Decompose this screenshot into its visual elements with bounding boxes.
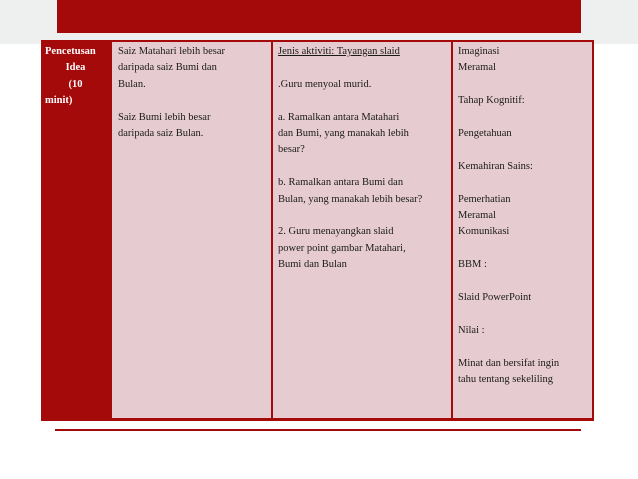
notes-line: tahu tentang sekeliling xyxy=(458,374,554,385)
content-line: Bulan. xyxy=(118,78,146,90)
phase-line: Pencetusan xyxy=(45,46,96,57)
notes-line: Nilai : xyxy=(458,324,485,336)
notes-line: Slaid PowerPoint xyxy=(458,292,532,303)
notes-line: Pengetahuan xyxy=(458,128,512,139)
notes-line xyxy=(458,142,592,158)
notes-line: Komunikasi xyxy=(458,226,510,238)
activity-line xyxy=(278,208,451,224)
content-line: Saiz Matahari lebih besar xyxy=(118,46,225,57)
notes-line: Pemerhatian xyxy=(458,193,511,205)
content-line: Saiz Bumi lebih besar xyxy=(118,111,211,123)
content-line: daripada saiz Bulan. xyxy=(118,128,204,140)
notes-line: BBM : xyxy=(458,259,487,271)
footer-divider xyxy=(55,429,581,431)
phase-line: (10 xyxy=(68,78,83,90)
activity-line: Jenis aktiviti: Tayangan slaid xyxy=(278,46,400,57)
notes-line: Imaginasi xyxy=(458,46,500,57)
notes-line xyxy=(458,339,592,355)
notes-line: Meramal xyxy=(458,210,496,221)
activity-line xyxy=(278,93,451,109)
activity-cell xyxy=(273,42,451,418)
notes-line xyxy=(458,77,592,93)
notes-line xyxy=(458,175,592,191)
activity-line: power point gambar Matahari, xyxy=(278,242,406,254)
phase-line: Idea xyxy=(65,62,86,74)
activity-line: Bumi dan Bulan xyxy=(278,259,347,271)
notes-line: Kemahiran Sains: xyxy=(458,160,533,172)
activity-line: .Guru menyoal murid. xyxy=(278,78,372,90)
title-bar xyxy=(57,0,581,33)
notes-line xyxy=(458,306,592,322)
phase-line: minit) xyxy=(45,95,73,107)
notes-line: Tahap Kognitif: xyxy=(458,95,525,107)
activity-line: a. Ramalkan antara Matahari xyxy=(278,111,400,123)
notes-line xyxy=(458,274,592,290)
activity-line: 2. Guru menayangkan slaid xyxy=(278,226,394,238)
activity-line xyxy=(278,60,451,76)
lesson-table xyxy=(41,40,594,421)
phase-cell xyxy=(42,42,110,418)
notes-line: Meramal xyxy=(458,62,496,74)
content-line xyxy=(118,93,271,109)
activity-line xyxy=(278,159,451,175)
notes-line xyxy=(458,110,592,126)
activity-line: b. Ramalkan antara Bumi dan xyxy=(278,177,404,189)
activity-line: dan Bumi, yang manakah lebih xyxy=(278,128,409,139)
content-line: daripada saiz Bumi dan xyxy=(118,62,217,74)
notes-line: Minat dan bersifat ingin xyxy=(458,357,560,369)
activity-line: Bulan, yang manakah lebih besar? xyxy=(278,193,423,205)
content-cell xyxy=(112,42,271,418)
notes-line xyxy=(458,241,592,257)
notes-cell xyxy=(453,42,592,418)
activity-line: besar? xyxy=(278,144,305,156)
